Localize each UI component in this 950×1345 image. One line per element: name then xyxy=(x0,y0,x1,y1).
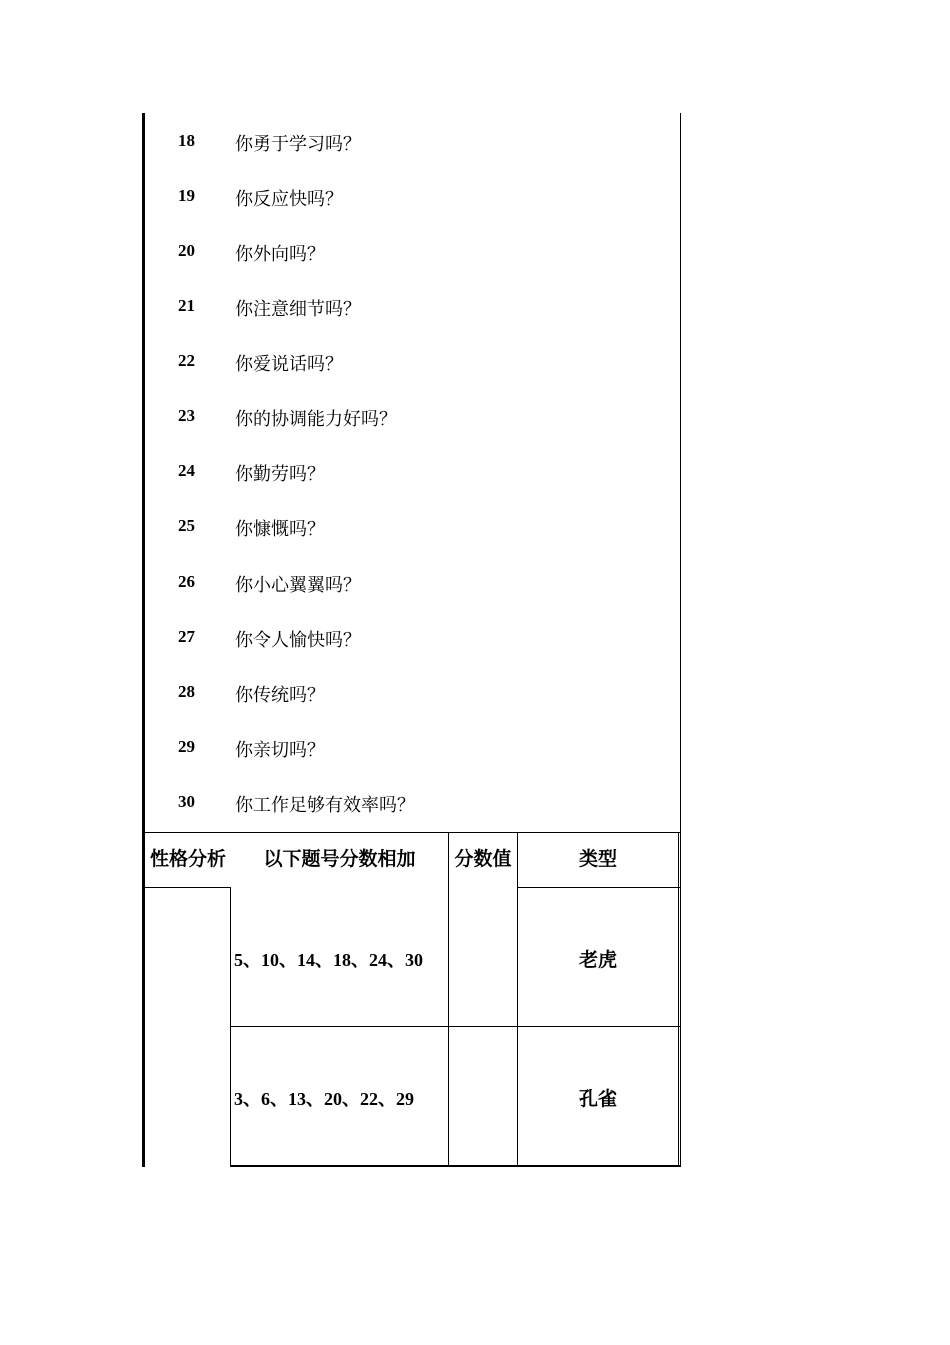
row-items: 5、10、14、18、24、30 xyxy=(234,950,423,970)
table-top-border xyxy=(145,832,680,833)
question-number: 19 xyxy=(178,186,195,205)
question-number: 26 xyxy=(178,572,195,591)
question-row xyxy=(145,568,680,598)
question-row xyxy=(145,678,680,708)
question-text: 你注意细节吗？ xyxy=(235,299,361,320)
question-text: 你反应快吗？ xyxy=(235,189,343,210)
question-text: 你爱说话吗？ xyxy=(235,354,343,375)
question-text: 你令人愉快吗？ xyxy=(235,630,361,651)
header-personality-analysis: 性格分析 xyxy=(149,848,226,870)
question-text: 你亲切吗？ xyxy=(235,740,325,761)
question-row xyxy=(145,347,680,377)
table-line xyxy=(517,832,518,1166)
question-row xyxy=(145,182,680,212)
table-line xyxy=(230,1026,680,1027)
question-text: 你小心翼翼吗？ xyxy=(235,575,361,596)
question-text: 你的协调能力好吗？ xyxy=(235,409,397,430)
question-row xyxy=(145,623,680,653)
row-items: 3、6、13、20、22、29 xyxy=(234,1089,414,1109)
question-number: 18 xyxy=(178,131,195,150)
question-row xyxy=(145,457,680,487)
header-sum-items: 以下题号分数相加 xyxy=(263,848,416,870)
question-number: 29 xyxy=(178,737,195,756)
question-number: 22 xyxy=(178,351,195,370)
row-type: 老虎 xyxy=(578,949,617,971)
question-number: 27 xyxy=(178,627,195,646)
question-row xyxy=(145,237,680,267)
question-row xyxy=(145,402,680,432)
question-text: 你慷慨吗？ xyxy=(235,519,325,540)
question-row xyxy=(145,788,680,818)
table-bottom-border xyxy=(230,1165,680,1167)
question-number: 30 xyxy=(178,792,195,811)
question-row xyxy=(145,512,680,542)
question-row xyxy=(145,292,680,322)
question-text: 你勇于学习吗？ xyxy=(235,134,361,155)
question-number: 23 xyxy=(178,406,195,425)
question-number: 25 xyxy=(178,516,195,535)
question-number: 24 xyxy=(178,461,195,480)
table-line xyxy=(678,832,679,1166)
row-type: 孔雀 xyxy=(578,1088,617,1110)
question-number: 21 xyxy=(178,296,195,315)
question-number: 20 xyxy=(178,241,195,260)
question-text: 你工作足够有效率吗？ xyxy=(235,795,415,816)
question-text: 你传统吗？ xyxy=(235,685,325,706)
question-text: 你外向吗？ xyxy=(235,244,325,265)
table-line xyxy=(518,887,680,888)
question-row xyxy=(145,733,680,763)
table-line xyxy=(145,887,230,888)
question-text: 你勤劳吗？ xyxy=(235,464,325,485)
question-number: 28 xyxy=(178,682,195,701)
header-score: 分数值 xyxy=(454,848,512,870)
table-line xyxy=(230,887,231,1166)
header-type: 类型 xyxy=(578,848,617,870)
right-border-line xyxy=(680,113,681,1167)
table-line xyxy=(448,832,449,1166)
question-row xyxy=(145,127,680,157)
